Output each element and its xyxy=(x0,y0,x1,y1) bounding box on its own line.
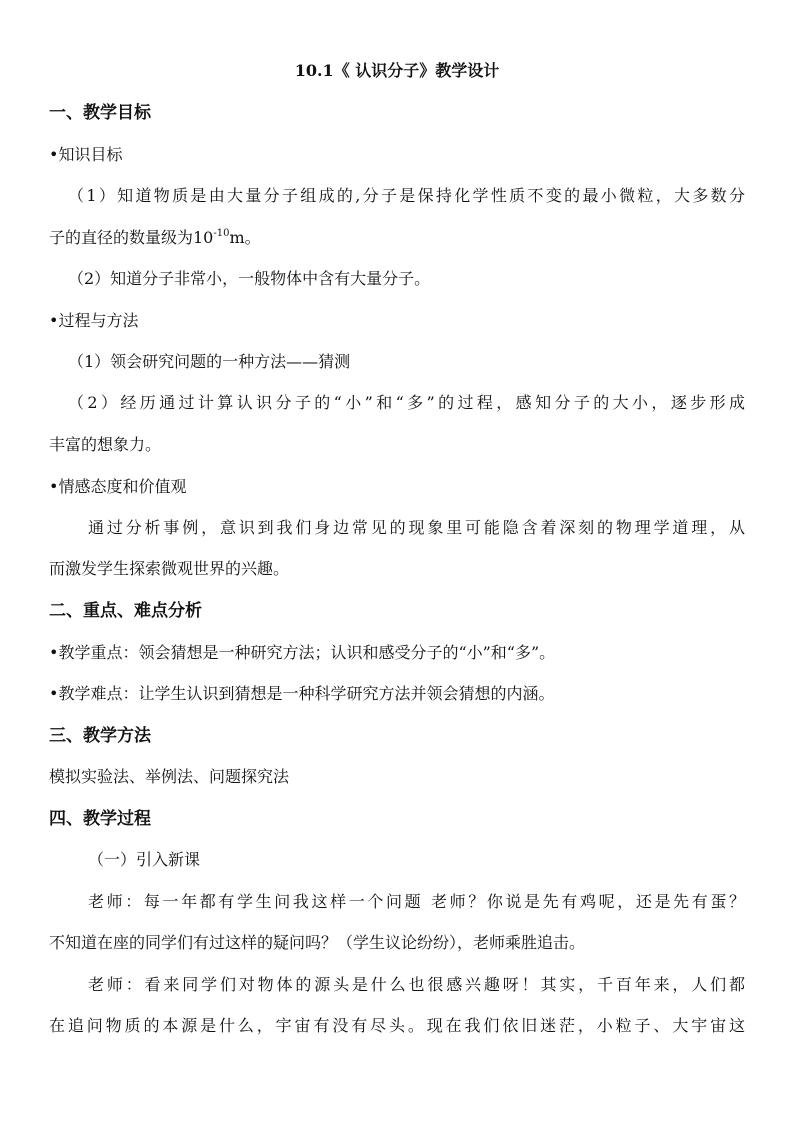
paragraph-process-2-cont: 丰富的想象力。 xyxy=(49,435,162,454)
paragraph-knowledge-1-cont xyxy=(49,228,261,248)
paragraph-emotion-cont: 而激发学生探索微观世界的兴趣。 xyxy=(49,559,290,578)
text-span: m。 xyxy=(229,228,261,247)
paragraph-methods: 模拟实验法、举例法、问题探究法 xyxy=(49,767,290,786)
bullet-emotion-values: •情感态度和价值观 xyxy=(49,477,187,496)
paragraph-knowledge-1: （1）知道物质是由大量分子组成的,分子是保持化学性质不变的最小微粒，大多数分 xyxy=(68,186,745,205)
section-heading-process: 四、教学过程 xyxy=(49,809,151,829)
section-heading-objectives: 一、教学目标 xyxy=(49,103,151,123)
paragraph-teacher-1: 老师：每一年都有学生问我这样一个问题 老师？你说是先有鸡呢，还是先有蛋？ xyxy=(88,892,745,911)
paragraph-process-2: （2）经历通过计算认识分子的“小”和“多”的过程，感知分子的大小，逐步形成 xyxy=(68,393,745,412)
bullet-key-point: •教学重点：领会猜想是一种研究方法；认识和感受分子的“小”和“多”。 xyxy=(49,643,556,662)
bullet-knowledge-goals: •知识目标 xyxy=(49,145,123,164)
document-title: 10.1《 认识分子》教学设计 xyxy=(294,61,500,80)
section-heading-methods: 三、教学方法 xyxy=(49,726,151,746)
bullet-difficulty: •教学难点：让学生认识到猜想是一种科学研究方法并领会猜想的内涵。 xyxy=(49,684,555,703)
paragraph-process-1: （1）领会研究问题的一种方法——猜测 xyxy=(68,352,351,371)
exponent: -10 xyxy=(213,228,230,239)
paragraph-emotion: 通过分析事例，意识到我们身边常见的现象里可能隐含着深刻的物理学道理，从 xyxy=(88,518,745,537)
section-heading-key-points: 二、重点、难点分析 xyxy=(49,601,202,621)
text-span: 子的直径的数量级为10 xyxy=(49,228,214,247)
bullet-process-methods: •过程与方法 xyxy=(49,311,139,330)
subsection-intro: （一）引入新课 xyxy=(88,850,201,869)
paragraph-teacher-2-cont: 在追问物质的本源是什么，宇宙有没有尽头。现在我们依旧迷茫，小粒子、大宇宙这 xyxy=(49,1016,745,1035)
paragraph-teacher-1-cont: 不知道在座的同学们有过这样的疑问吗？（学生议论纷纷），老师乘胜追击。 xyxy=(49,933,586,952)
paragraph-teacher-2: 老师：看来同学们对物体的源头是什么也很感兴趣呀！其实，千百年来，人们都 xyxy=(88,975,745,994)
paragraph-knowledge-2: （2）知道分子非常小，一般物体中含有大量分子。 xyxy=(68,269,431,288)
